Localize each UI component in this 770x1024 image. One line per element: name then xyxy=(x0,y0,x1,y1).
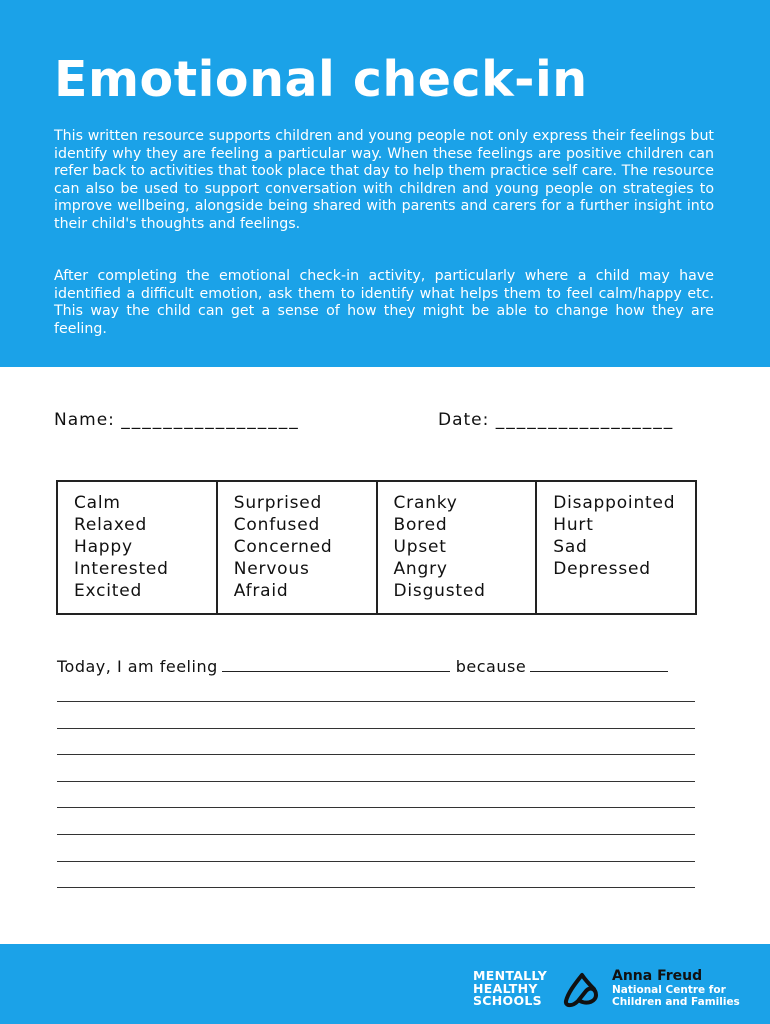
mhs-line: HEALTHY xyxy=(473,980,538,996)
writing-line[interactable] xyxy=(57,701,695,702)
intro-paragraph-2: After completing the emotional check-in activity, particularly where a child may have identified a difficult emotion, ask them to identify what helps them to feel calm/happy etc. This way the child can get a sense of how they might be able to change how they are feeling. xyxy=(54,268,714,337)
emotion-word: Nervous xyxy=(233,559,310,579)
emotion-column-4 xyxy=(537,482,695,613)
date-blank[interactable]: _________________ xyxy=(495,410,675,430)
emotion-word: Bored xyxy=(393,515,448,535)
because-blank[interactable] xyxy=(530,656,668,672)
emotion-word: Afraid xyxy=(233,581,289,601)
emotion-word: Happy xyxy=(74,537,133,557)
mhs-line: SCHOOLS xyxy=(473,993,542,1008)
anna-freud-icon xyxy=(562,971,602,1009)
emotion-column-3 xyxy=(378,482,538,613)
page-title: Emotional check-in xyxy=(54,51,588,108)
emotion-column-2 xyxy=(218,482,378,613)
writing-line[interactable] xyxy=(57,807,695,808)
emotion-word: Relaxed xyxy=(74,515,148,535)
emotion-word: Sad xyxy=(553,537,588,557)
emotion-word: Concerned xyxy=(233,537,333,557)
writing-line[interactable] xyxy=(57,754,695,755)
writing-line[interactable] xyxy=(57,834,695,835)
emotion-word: Angry xyxy=(393,559,448,579)
emotion-word: Hurt xyxy=(553,515,594,535)
emotion-word: Confused xyxy=(233,515,321,535)
emotion-word: Excited xyxy=(74,581,143,601)
emotion-table xyxy=(56,480,697,615)
emotion-word: Calm xyxy=(74,493,121,513)
writing-line[interactable] xyxy=(57,861,695,862)
emotion-word: Cranky xyxy=(393,493,458,513)
mentally-healthy-schools-logo xyxy=(473,970,547,1008)
date-label: Date: xyxy=(438,410,490,430)
because-label: because xyxy=(455,657,527,676)
feeling-blank[interactable] xyxy=(222,656,450,672)
writing-line[interactable] xyxy=(57,728,695,729)
feeling-sentence xyxy=(57,656,697,680)
emotion-word: Disappointed xyxy=(553,493,676,513)
emotion-column-1 xyxy=(58,482,218,613)
intro-paragraph-1: This written resource supports children and young people not only express their feelings but identify why they are feeling a particular way. When these feelings are positive children can refer back to activities that took place that day to help them practice self care. The resource can also be used to support conversation with children and young people on strategies to improve wellbeing, alongside being shared with parents and carers for a further insight into their child's thoughts and feelings. xyxy=(54,128,714,232)
date-field[interactable] xyxy=(438,410,674,430)
footer-banner xyxy=(0,944,770,1024)
writing-line[interactable] xyxy=(57,887,695,888)
mhs-line: MENTALLY xyxy=(473,968,548,983)
emotion-word: Interested xyxy=(74,559,169,579)
emotion-word: Upset xyxy=(393,537,447,557)
writing-lines[interactable] xyxy=(57,701,695,914)
emotion-word: Surprised xyxy=(233,493,323,513)
writing-line[interactable] xyxy=(57,781,695,782)
emotion-word: Depressed xyxy=(553,559,651,579)
name-blank[interactable]: _________________ xyxy=(121,410,300,430)
af-subtitle: National Centre for xyxy=(612,984,726,996)
name-label: Name: xyxy=(54,410,115,430)
emotion-word: Disgusted xyxy=(393,581,486,601)
anna-freud-logo xyxy=(612,968,740,1008)
feeling-prefix: Today, I am feeling xyxy=(57,657,218,676)
af-subtitle: Children and Families xyxy=(612,996,740,1008)
af-name: Anna Freud xyxy=(612,968,703,984)
header-banner xyxy=(0,0,770,367)
name-field[interactable] xyxy=(54,410,300,430)
